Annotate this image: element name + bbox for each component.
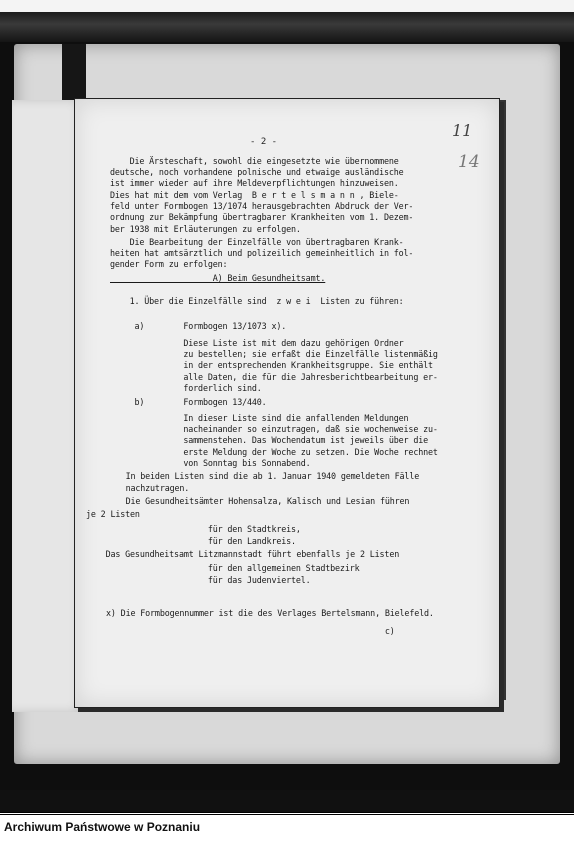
text-line: nachzutragen. bbox=[106, 483, 190, 493]
text-line: heiten hat amtsärztlich und polizeilich gemeinheitlich in fol- bbox=[110, 248, 414, 258]
catchword: c) bbox=[106, 626, 395, 636]
text-line: in der entsprechenden Krankheitsgruppe. Sie enthält bbox=[110, 360, 433, 370]
text-line: Die Ärsteschaft, sowohl die eingesetzte wie übernommene bbox=[110, 156, 399, 166]
text-line: sammenstehen. Das Wochendatum ist jeweils über die bbox=[110, 435, 428, 445]
text-line: 1. Über die Einzelfälle sind z w e i Listen zu führen: bbox=[110, 296, 404, 306]
text-line: alle Daten, die für die Jahresberichtbearbeitung er- bbox=[110, 372, 438, 382]
text-line: ist immer wieder auf ihre Meldeverpflichtungen hinzuweisen. bbox=[110, 178, 399, 188]
handwritten-folio-number: 11 bbox=[452, 121, 473, 140]
text-line: für den allgemeinen Stadtbezirk bbox=[110, 563, 360, 573]
text-line: erste Meldung der Woche zu setzen. Die Woche rechnet bbox=[110, 447, 438, 457]
text-line: ordnung zur Bekämpfung übertragbarer Krankheiten vom 1. Dezem- bbox=[110, 212, 414, 222]
top-border bbox=[0, 0, 574, 12]
bottom-scanner-strip bbox=[0, 790, 574, 812]
section-heading: A) Beim Gesundheitsamt. bbox=[110, 273, 326, 283]
text-line: Diese Liste ist mit dem dazu gehörigen Ordner bbox=[110, 338, 404, 348]
text-line: forderlich sind. bbox=[110, 383, 262, 393]
text-line: je 2 Listen bbox=[86, 509, 140, 519]
list-item-b: b) Formbogen 13/440. bbox=[110, 397, 267, 407]
text-line: für den Landkreis. bbox=[110, 536, 296, 546]
list-item-a: a) Formbogen 13/1073 x). bbox=[110, 321, 287, 331]
text-line: von Sonntag bis Sonnabend. bbox=[110, 458, 311, 468]
footnote: x) Die Formbogennummer ist die des Verlages Bertelsmann, Bielefeld. bbox=[106, 608, 434, 618]
text-line: gender Form zu erfolgen: bbox=[110, 259, 228, 269]
text-line: deutsche, noch vorhandene polnische und etwaige ausländische bbox=[110, 167, 404, 177]
text-line: Die Bearbeitung der Einzelfälle von übertragbaren Krank- bbox=[110, 237, 404, 247]
binder-strip bbox=[62, 44, 86, 102]
text-line: In beiden Listen sind die ab 1. Januar 1940 gemeldeten Fälle bbox=[106, 471, 420, 481]
document-body bbox=[86, 126, 485, 636]
text-line: nacheinander so einzutragen, daß sie wochenweise zu- bbox=[110, 424, 438, 434]
text-line: ber 1938 mit Erläuterungen zu erfolgen. bbox=[110, 224, 301, 234]
text-line: Die Gesundheitsämter Hohensalza, Kalisch und Lesian führen bbox=[106, 496, 410, 506]
handwritten-page-number: 14 bbox=[458, 152, 480, 172]
text-line: Dies hat mit dem vom Verlag B e r t e l s m a n n , Biele- bbox=[110, 190, 399, 200]
page-number: - 2 - bbox=[250, 137, 278, 147]
text-line: für den Stadtkreis, bbox=[110, 524, 301, 534]
text-line: feld unter Formbogen 13/1074 herausgebrachten Abdruck der Ver- bbox=[110, 201, 414, 211]
archive-footer bbox=[0, 812, 574, 843]
scanner-edge bbox=[0, 12, 574, 42]
archive-label: Archiwum Państwowe w Poznaniu bbox=[4, 820, 201, 834]
text-line: In dieser Liste sind die anfallenden Meldungen bbox=[110, 413, 409, 423]
text-line: Das Gesundheitsamt Litzmannstadt führt ebenfalls je 2 Listen bbox=[86, 549, 400, 559]
text-line: für das Judenviertel. bbox=[110, 575, 311, 585]
text-line: zu bestellen; sie erfaßt die Einzelfälle listenmäßig bbox=[110, 349, 438, 359]
